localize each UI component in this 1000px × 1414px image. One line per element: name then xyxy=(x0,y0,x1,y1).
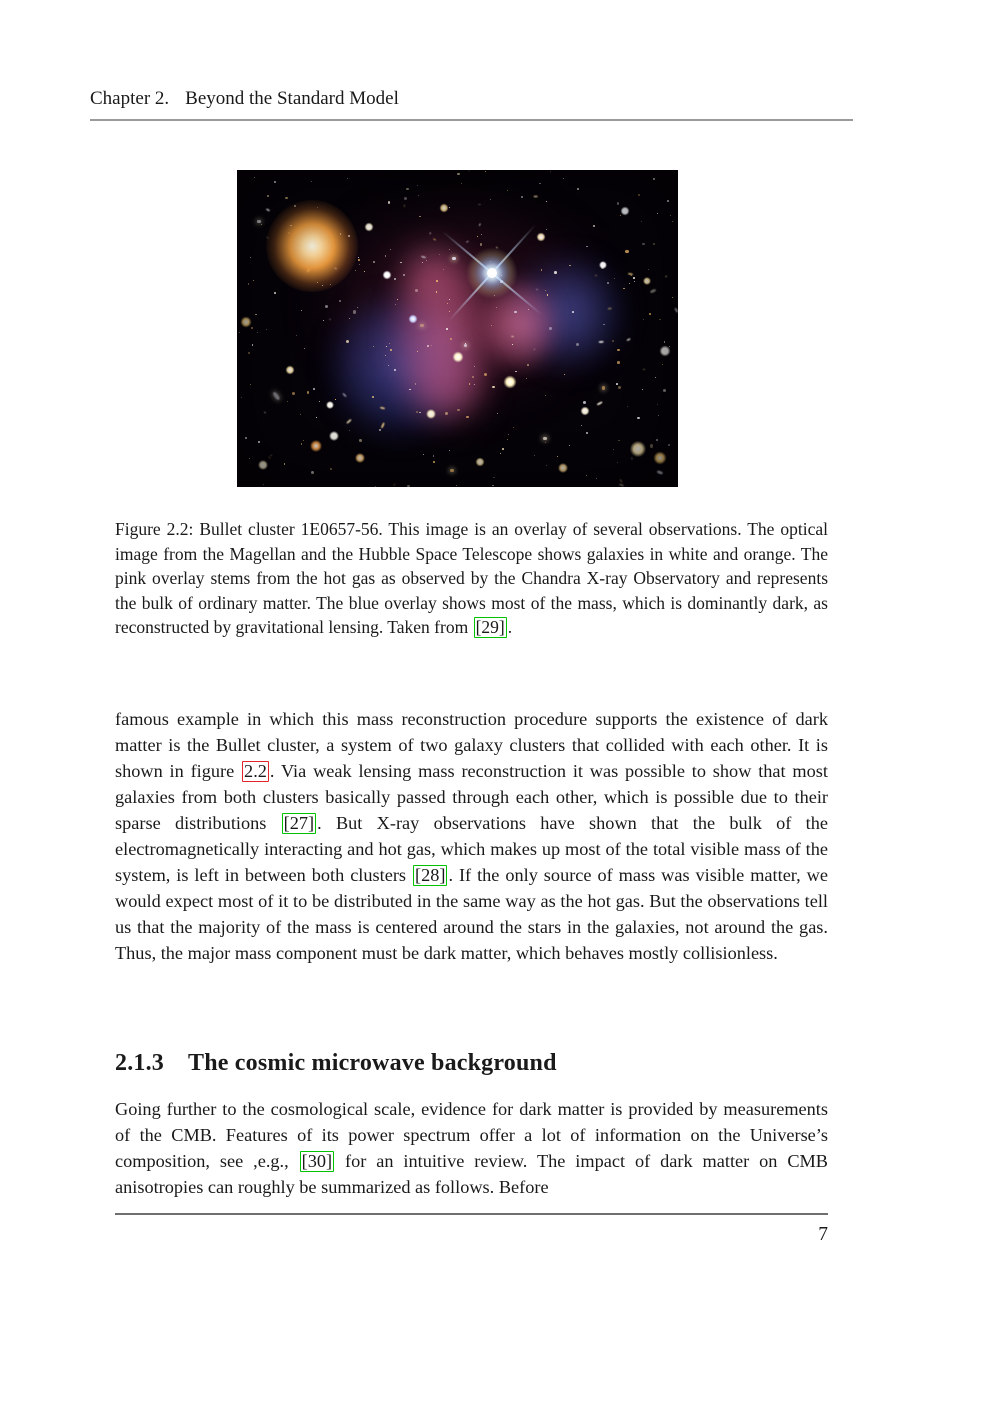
star xyxy=(514,311,516,313)
star xyxy=(474,384,475,385)
star xyxy=(335,399,336,400)
star xyxy=(613,449,614,450)
star xyxy=(642,389,643,390)
star xyxy=(319,401,320,402)
star xyxy=(385,355,386,356)
star xyxy=(658,415,659,416)
star xyxy=(549,327,551,329)
star xyxy=(372,396,374,398)
header-chapter-label: Chapter 2. xyxy=(90,88,170,109)
star xyxy=(656,439,658,441)
star xyxy=(284,463,285,464)
star xyxy=(485,171,486,172)
star xyxy=(474,366,475,367)
star xyxy=(628,272,633,275)
star xyxy=(468,170,470,172)
glowing-star xyxy=(355,453,365,463)
star xyxy=(339,300,341,302)
star xyxy=(665,276,667,278)
star xyxy=(642,243,644,245)
star xyxy=(511,335,514,337)
star xyxy=(512,344,513,345)
star xyxy=(450,469,454,473)
glowing-star xyxy=(326,401,334,409)
star xyxy=(349,430,350,431)
star xyxy=(449,299,450,300)
star xyxy=(477,236,478,237)
star xyxy=(650,289,657,294)
star xyxy=(623,288,624,289)
star xyxy=(456,485,457,486)
star xyxy=(258,441,259,442)
star xyxy=(346,418,352,424)
star xyxy=(619,483,624,486)
star xyxy=(608,307,612,309)
star xyxy=(668,444,670,446)
star xyxy=(657,213,658,214)
star xyxy=(393,484,396,487)
star xyxy=(581,425,582,426)
star xyxy=(449,450,450,451)
glowing-star xyxy=(285,365,294,374)
star xyxy=(248,352,249,353)
star xyxy=(457,409,459,411)
star xyxy=(390,249,391,250)
star xyxy=(491,325,492,326)
star xyxy=(508,434,509,435)
page-number: 7 xyxy=(818,1224,828,1245)
star xyxy=(445,412,448,415)
star xyxy=(492,485,493,486)
star xyxy=(248,283,249,284)
star xyxy=(429,232,431,235)
star xyxy=(649,313,651,315)
star xyxy=(300,414,301,415)
star xyxy=(385,255,386,256)
star xyxy=(478,222,481,225)
star xyxy=(507,190,508,191)
star xyxy=(303,440,304,441)
glowing-star xyxy=(426,409,436,419)
star xyxy=(466,416,468,418)
star-core xyxy=(487,268,497,278)
star xyxy=(577,188,579,190)
star xyxy=(381,422,385,428)
star xyxy=(472,376,474,378)
star xyxy=(655,377,656,378)
glowing-star xyxy=(409,314,418,323)
star xyxy=(403,274,405,276)
glowing-star xyxy=(475,457,484,466)
star xyxy=(389,343,390,344)
star xyxy=(329,318,332,320)
citation-link[interactable]: [29] xyxy=(475,617,505,638)
body-paragraph-1: famous example in which this mass reconstruction procedure supports the existence of dark matter is the Bullet cluster, a system of two galaxy clusters that collided with each other. It is shown in figure 2.2 . Via weak lensing mass reconstruction it was possible to show that most galaxies from both clusters basically passed through each other, which is possible due to their sparse distributions [27] . But X-ray observations have shown that the bulk of the electromagnetically interacting and hot gas, which makes up most of the total visible mass of the system, is left in between both clusters [28] . If the only source of mass was visible matter, we would expect most of it to be distributed in the same way as the hot gas. But the observations tell us that the majority of the mass is centered around the stars in the galaxies, not around the gas. Thus, the major mass component must be dark matter, which behaves mostly collisionless. xyxy=(115,709,828,963)
star xyxy=(433,455,434,456)
star xyxy=(241,397,242,398)
star xyxy=(417,351,418,352)
section-heading xyxy=(115,1050,828,1077)
star xyxy=(614,278,615,279)
star xyxy=(664,341,665,342)
header-chapter-title: Beyond the Standard Model xyxy=(185,88,399,109)
star xyxy=(325,305,328,308)
star xyxy=(450,338,452,340)
star xyxy=(417,185,418,186)
star xyxy=(400,262,401,263)
star xyxy=(513,427,514,428)
star xyxy=(465,241,468,243)
star xyxy=(397,299,398,300)
star xyxy=(527,364,529,366)
glowing-star xyxy=(599,261,607,269)
glowing-star xyxy=(452,352,463,363)
star xyxy=(500,453,501,454)
star xyxy=(569,445,570,446)
star xyxy=(307,391,309,393)
star xyxy=(576,343,579,346)
star xyxy=(617,349,619,351)
star xyxy=(545,290,546,291)
star xyxy=(507,439,508,440)
star xyxy=(643,319,644,320)
star xyxy=(497,413,498,414)
star xyxy=(546,229,547,230)
glowing-star xyxy=(654,452,667,465)
star xyxy=(586,246,587,247)
star xyxy=(490,199,491,200)
glowing-star xyxy=(581,406,590,415)
star xyxy=(311,471,314,474)
star xyxy=(272,391,280,400)
star xyxy=(586,432,588,434)
citation-link[interactable]: [28] xyxy=(414,865,446,885)
star xyxy=(638,194,640,196)
glowing-star xyxy=(258,460,268,470)
figure-caption: Figure 2.2: Bullet cluster 1E0657-56. This image is an overlay of several observations. The optical image from the Magellan and the Hubble Space Telescope shows galaxies in white and orange. The pink overlay stems from the hot gas as observed by the Chandra X-ray Observatory and represents the bulk of ordinary matter. The blue overlay shows most of the mass, which is dominantly dark, as reconstructed by gravitational lensing. Taken from [29] . xyxy=(115,519,828,638)
star xyxy=(373,261,375,263)
glowing-star xyxy=(365,223,374,232)
figure-reference-link[interactable]: 2.2 xyxy=(244,761,267,781)
star xyxy=(539,183,540,184)
star xyxy=(461,183,462,184)
glowing-star xyxy=(440,204,449,213)
star xyxy=(620,215,621,216)
star xyxy=(416,411,418,413)
star xyxy=(394,278,395,279)
body-paragraph-2: Going further to the cosmological scale, evidence for dark matter is provided by measurements of the CMB. Features of its power spectrum offer a lot of information on the Universe’s composition, see ,e.g., [30] for an intuitive review. The impact of dark matter on CMB anisotropies can roughly be summarized as follows. Before xyxy=(115,1099,828,1197)
star xyxy=(427,345,429,347)
star xyxy=(554,271,557,274)
star xyxy=(433,238,436,241)
star xyxy=(480,243,482,245)
star xyxy=(583,401,586,404)
star xyxy=(301,310,302,311)
star xyxy=(521,196,523,198)
star xyxy=(546,465,547,466)
star xyxy=(388,365,389,366)
star xyxy=(659,319,660,320)
glowing-star xyxy=(630,441,646,457)
star xyxy=(617,462,618,463)
footer-rule xyxy=(115,1213,828,1215)
star xyxy=(267,195,268,196)
star xyxy=(323,320,324,321)
star xyxy=(596,400,602,405)
star xyxy=(612,340,614,342)
glowing-star xyxy=(659,345,670,356)
star xyxy=(617,202,619,204)
star xyxy=(250,257,251,258)
star xyxy=(633,277,635,279)
star xyxy=(545,442,546,443)
star xyxy=(672,221,673,222)
glowing-star xyxy=(643,277,651,285)
star xyxy=(287,401,288,402)
star xyxy=(670,215,671,216)
star xyxy=(543,437,547,441)
glowing-star xyxy=(310,440,322,452)
star xyxy=(572,311,574,313)
star xyxy=(419,412,420,413)
star xyxy=(629,283,630,284)
star xyxy=(263,484,264,485)
glowing-star xyxy=(329,431,339,441)
star xyxy=(394,369,396,371)
star xyxy=(386,346,387,347)
star xyxy=(526,378,527,379)
star xyxy=(375,486,376,487)
star xyxy=(618,386,621,389)
star xyxy=(406,188,409,191)
star xyxy=(534,455,535,456)
foreground-orange-star xyxy=(266,200,358,292)
section-title: The cosmic microwave background xyxy=(188,1050,557,1076)
star xyxy=(650,444,653,447)
star xyxy=(426,260,428,262)
star xyxy=(311,181,312,182)
star xyxy=(534,196,538,198)
star xyxy=(292,392,295,395)
star xyxy=(253,280,254,281)
star xyxy=(627,406,628,407)
glowing-star xyxy=(621,207,630,216)
star xyxy=(617,361,620,364)
star xyxy=(415,289,418,292)
star xyxy=(257,220,261,224)
star xyxy=(342,393,347,398)
star xyxy=(653,178,655,180)
bullet-cluster-image xyxy=(237,170,678,487)
star xyxy=(457,173,460,176)
star xyxy=(663,389,666,392)
star xyxy=(446,328,448,330)
star xyxy=(631,457,632,460)
star xyxy=(359,264,360,265)
star xyxy=(358,259,360,261)
star xyxy=(436,280,438,282)
star xyxy=(349,318,350,319)
star xyxy=(607,282,609,284)
star xyxy=(261,224,262,225)
star xyxy=(533,349,536,351)
star xyxy=(357,307,358,308)
citation-link[interactable]: [30] xyxy=(301,1151,333,1171)
star xyxy=(452,257,456,261)
star xyxy=(418,195,419,196)
star xyxy=(596,478,597,479)
star xyxy=(379,429,381,431)
star xyxy=(266,208,271,212)
star xyxy=(420,324,424,328)
star xyxy=(603,324,604,325)
star xyxy=(313,388,315,390)
star xyxy=(353,310,356,313)
star xyxy=(515,371,517,373)
glowing-star xyxy=(382,270,391,279)
star xyxy=(484,373,487,376)
star xyxy=(266,329,267,330)
star xyxy=(257,332,258,333)
star xyxy=(634,281,635,282)
star xyxy=(274,181,276,183)
star xyxy=(404,197,407,200)
star xyxy=(550,171,551,172)
star xyxy=(464,344,468,348)
star xyxy=(419,216,420,217)
star xyxy=(541,269,543,271)
star xyxy=(569,265,570,266)
star xyxy=(249,458,251,460)
star xyxy=(364,271,365,272)
star xyxy=(481,234,482,235)
star xyxy=(285,197,287,199)
star xyxy=(421,255,427,258)
star xyxy=(637,417,640,420)
star xyxy=(593,225,596,228)
star xyxy=(563,178,564,179)
star xyxy=(264,412,266,414)
star xyxy=(254,177,255,178)
star xyxy=(599,341,604,343)
glowing-star xyxy=(504,376,517,389)
star xyxy=(346,340,349,343)
glowing-star xyxy=(537,232,546,241)
star xyxy=(439,254,440,255)
star xyxy=(380,406,385,409)
star xyxy=(546,201,547,202)
star xyxy=(316,417,317,418)
star xyxy=(431,345,432,346)
star xyxy=(657,470,664,474)
star xyxy=(359,439,361,441)
glowing-star xyxy=(240,317,251,328)
star xyxy=(304,348,305,349)
running-header xyxy=(90,88,853,121)
star xyxy=(619,479,622,483)
star xyxy=(528,309,529,310)
star xyxy=(449,311,450,312)
star xyxy=(422,262,423,263)
star xyxy=(657,404,658,405)
star xyxy=(433,461,434,462)
star xyxy=(404,204,405,207)
star xyxy=(618,440,620,442)
star xyxy=(557,456,558,457)
star xyxy=(643,369,645,370)
star xyxy=(492,386,494,388)
star xyxy=(347,178,348,179)
star xyxy=(355,270,356,271)
star xyxy=(443,269,445,271)
star xyxy=(245,437,247,439)
star xyxy=(415,383,416,384)
star xyxy=(252,344,253,345)
glowing-star xyxy=(558,463,568,473)
star xyxy=(390,349,392,351)
star xyxy=(627,338,631,341)
star xyxy=(395,304,396,305)
star xyxy=(255,314,256,315)
star xyxy=(478,203,481,204)
star xyxy=(641,221,642,222)
star xyxy=(239,332,240,333)
star xyxy=(447,303,448,304)
star xyxy=(493,477,494,478)
star xyxy=(602,386,606,390)
star xyxy=(409,389,410,390)
star xyxy=(407,485,410,487)
star xyxy=(536,289,538,290)
star xyxy=(675,308,678,313)
star xyxy=(449,207,450,208)
star xyxy=(545,395,546,396)
star xyxy=(296,335,297,336)
star xyxy=(653,243,655,245)
star xyxy=(423,454,425,456)
star xyxy=(672,297,673,298)
star xyxy=(662,364,663,365)
star xyxy=(625,250,628,253)
star xyxy=(564,374,565,375)
star xyxy=(616,383,618,385)
star xyxy=(667,200,669,202)
star xyxy=(274,292,276,294)
star xyxy=(436,291,437,292)
star xyxy=(251,327,253,329)
star xyxy=(648,269,649,270)
star xyxy=(358,257,359,258)
star xyxy=(496,307,497,308)
star xyxy=(449,249,450,250)
star xyxy=(330,468,332,470)
star xyxy=(547,294,549,296)
section-number: 2.1.3 xyxy=(115,1050,164,1076)
citation-link[interactable]: [27] xyxy=(283,813,315,833)
star xyxy=(465,343,466,344)
star xyxy=(586,475,587,476)
star xyxy=(595,275,597,276)
star xyxy=(388,201,391,204)
star xyxy=(270,455,272,456)
star xyxy=(301,443,302,444)
star xyxy=(469,383,470,384)
star xyxy=(250,384,251,385)
star xyxy=(502,448,504,450)
star xyxy=(373,346,374,347)
star xyxy=(268,456,271,459)
